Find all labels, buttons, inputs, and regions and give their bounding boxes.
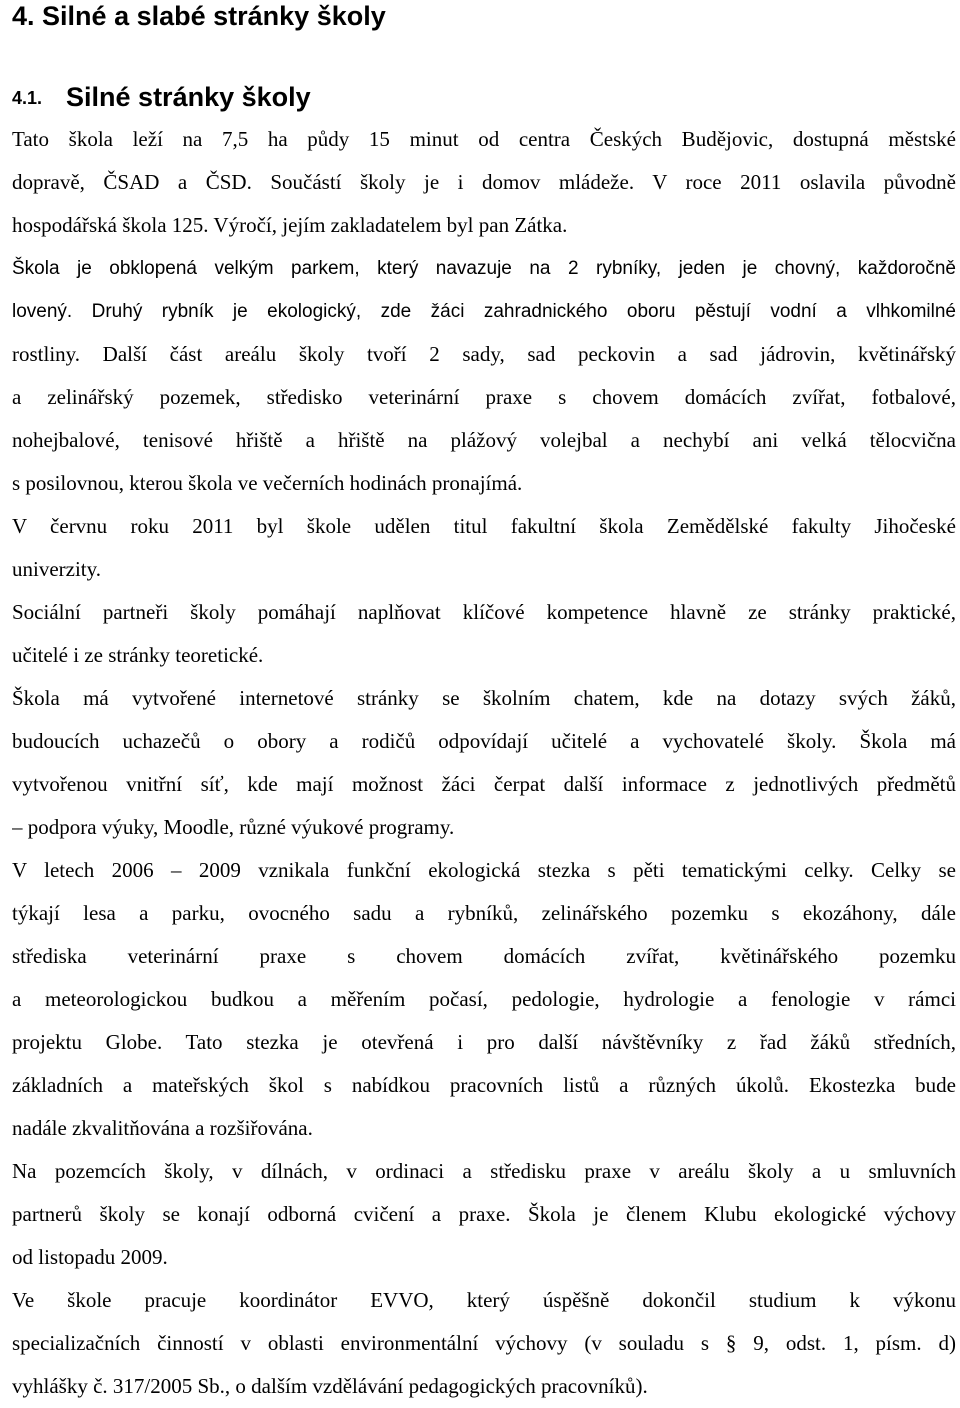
- text-line: od listopadu 2009.: [12, 1245, 168, 1269]
- text-line: a meteorologickou budkou a měřením počasí, pedologie, hydrologie a fenologie v rámci: [12, 987, 956, 1011]
- subsection-heading: [12, 80, 311, 115]
- text-line: vyhlášky č. 317/2005 Sb., o dalším vzdělávání pedagogických pracovníků).: [12, 1374, 648, 1398]
- text-line: s posilovnou, kterou škola ve večerních hodinách pronajímá.: [12, 471, 523, 495]
- text-line: nohejbalové, tenisové hřiště a hřiště na plážový volejbal a nechybí ani velká tělocvična: [12, 428, 956, 452]
- paragraph: [12, 247, 956, 333]
- text-line: projektu Globe. Tato stezka je otevřená i pro další návštěvníky z řad žáků středních,: [12, 1030, 956, 1054]
- text-line: nadále zkvalitňována a rozšiřována.: [12, 1116, 313, 1140]
- text-line: týkají lesa a parku, ovocného sadu a rybníků, zelinářského pozemku s ekozáhony, dále: [12, 901, 956, 925]
- section-heading: [12, 0, 956, 40]
- section-number: 4.: [12, 1, 35, 31]
- text-line: lovený. Druhý rybník je ekologický, zde žáci zahradnického oboru pěstují vodní a vlhkomilné: [12, 301, 956, 322]
- text-line: Ve škole pracuje koordinátor EVVO, který úspěšně dokončil studium k výkonu: [12, 1288, 956, 1312]
- text-line: Tato škola leží na 7,5 ha půdy 15 minut od centra Českých Budějovic, dostupná městské: [12, 127, 956, 151]
- text-line: Sociální partneři školy pomáhají naplňovat klíčové kompetence hlavně ze stránky praktické,: [12, 600, 956, 624]
- text-line: V červnu roku 2011 byl škole udělen titul fakultní škola Zemědělské fakulty Jihočeské: [12, 514, 956, 538]
- text-line: hospodářská škola 125. Výročí, jejím zakladatelem byl pan Zátka.: [12, 213, 568, 237]
- text-line: Na pozemcích školy, v dílnách, v ordinaci a středisku praxe v areálu školy a u smluvních: [12, 1159, 956, 1183]
- text-line: učitelé i ze stránky teoretické.: [12, 643, 264, 667]
- paragraph: [12, 333, 956, 505]
- text-line: budoucích uchazečů o obory a rodičů odpovídají učitelé a vychovatelé školy. Škola má: [12, 729, 956, 753]
- text-line: základních a mateřských škol s nabídkou pracovních listů a různých úkolů. Ekostezka bude: [12, 1073, 956, 1097]
- document-page: [12, 0, 956, 1398]
- text-line: – podpora výuky, Moodle, různé výukové programy.: [12, 815, 455, 839]
- text-line: partnerů školy se konají odborná cvičení a praxe. Škola je členem Klubu ekologické výchovy: [12, 1202, 956, 1226]
- paragraph: [12, 505, 956, 591]
- text-line: střediska veterinární praxe s chovem domácích zvířat, květinářského pozemku: [12, 944, 956, 968]
- text-line: rostliny. Další část areálu školy tvoří 2 sady, sad peckovin a sad jádrovin, květinářský: [12, 342, 956, 366]
- paragraph: [12, 849, 956, 1150]
- text-line: Škola je obklopená velkým parkem, který navazuje na 2 rybníky, jeden je chovný, každoročně: [12, 258, 956, 279]
- paragraph: [12, 1279, 956, 1408]
- body-text: [12, 118, 956, 1408]
- paragraph: [12, 118, 956, 247]
- paragraph: [12, 677, 956, 849]
- paragraph: [12, 1150, 956, 1279]
- text-line: dopravě, ČSAD a ČSD. Součástí školy je i domov mládeže. V roce 2011 oslavila původně: [12, 170, 956, 194]
- subsection-number: 4.1.: [12, 88, 43, 108]
- text-line: vytvořenou vnitřní síť, kde mají možnost žáci čerpat další informace z jednotlivých předmětů: [12, 772, 956, 796]
- text-line: univerzity.: [12, 557, 102, 581]
- section-title: Silné a slabé stránky školy: [42, 1, 386, 31]
- subsection-title: Silné stránky školy: [66, 82, 311, 112]
- text-line: specializačních činností v oblasti environmentální výchovy (v souladu s § 9, odst. 1, písm. d): [12, 1331, 956, 1355]
- text-line: V letech 2006 – 2009 vznikala funkční ekologická stezka s pěti tematickými celky. Celky se: [12, 858, 956, 882]
- text-line: Škola má vytvořené internetové stránky se školním chatem, kde na dotazy svých žáků,: [12, 686, 956, 710]
- paragraph: [12, 591, 956, 677]
- text-line: a zelinářský pozemek, středisko veterinární praxe s chovem domácích zvířat, fotbalové,: [12, 385, 956, 409]
